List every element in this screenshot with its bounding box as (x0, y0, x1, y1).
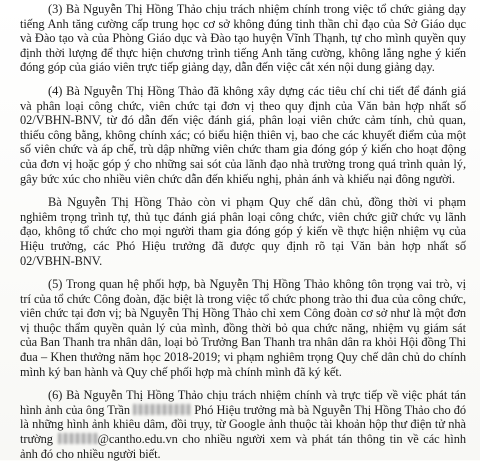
paragraph-4: (4) Bà Nguyễn Thị Hồng Thảo đã không xây dựng các tiêu chí chi tiết để đánh giá và phân loại công chức, viên chức tại đơn vị theo quy định của Văn bản hợp nhất số 02/VBHN-BNV, từ đó dẫn đến việc đánh giá, phân loại viên chức cảm tính, chủ quan, thiếu công bằng, không chính xác; có biểu hiện thiên vị, bao che các khuyết điểm của một số viên chức và áp chế, trù dập những viên chức tham gia đóng góp ý kiến cho hoạt động của đơn vị hoặc góp ý cho những sai sót của lãnh đạo nhà trường trong quá trình quản lý, gây bức xúc cho nhiều viên chức dẫn đến khiếu nghị, phản ánh và khiếu nại đông người. (20, 83, 466, 186)
paragraph-3: (3) Bà Nguyễn Thị Hồng Thảo chịu trách nhiệm chính trong việc tổ chức giảng dạy tiếng Anh tăng cường cấp trung học cơ sở không đúng tinh thần chỉ đạo của Sở Giáo dục và Đào tạo và của Phòng Giáo dục và Đào tạo huyện Vĩnh Thạnh, tự cho mình quyền quy định thời lượng để thực hiện chương trình tiếng Anh tăng cường, không lắng nghe ý kiến đóng góp của giáo viên trực tiếp giảng dạy, dẫn đến việc cắt xén nội dung giảng dạy. (20, 2, 466, 75)
paragraph-6-part-3: @cantho.edu.vn cho nhiều người xem và phát tán thông tin về các hình ảnh đó cho nhiều người biết. (20, 432, 466, 461)
paragraph-6-part-2: Phó Hiệu trưởng mà bà Nguyễn Thị Hồng Thảo cho đó là những hình ảnh khiêu dâm, đồi trụy, từ Google ảnh thuộc tài khoản hộp thư điện tử nhà trường (20, 402, 466, 447)
paragraph-5: (5) Trong quan hệ phối hợp, bà Nguyễn Thị Hồng Thảo không tôn trọng vai trò, vị trí của tổ chức Công đoàn, đặc biệt là trong việc tổ chức phong trào thi đua của công chức, viên chức tại đơn vị; bà Nguyễn Thị Hồng Thảo chỉ xem Công đoàn cơ sở như là một đơn vị thuộc thẩm quyền quản lý của mình, đồng thời bỏ qua chức năng, nhiệm vụ giám sát của Ban Thanh tra nhân dân, loại bỏ Trưởng Ban Thanh tra nhân dân ra khỏi Hội đồng Thi đua – Khen thưởng năm học 2018-2019; vi phạm nghiêm trọng Quy chế dân chủ do chính mình ký ban hành và Quy chế phối hợp mà chính mình đã ký kết. (20, 277, 466, 379)
paragraph-4-continued: Bà Nguyễn Thị Hồng Thảo còn vi phạm Quy chế dân chủ, đồng thời vi phạm nghiêm trọng trình tự, thủ tục đánh giá phân loại công chức, viên chức giữ chức vụ lãnh đạo, không tổ chức cho mọi người tham gia đóng góp ý kiến về thực hiện nhiệm vụ của Hiệu trưởng, các Phó Hiệu trưởng đã được quy định rõ tại Văn bản hợp nhất số 02/VBHN-BNV. (20, 195, 466, 268)
redacted-name (133, 404, 191, 415)
paragraph-6 (20, 388, 466, 461)
redacted-email-user (58, 433, 98, 444)
paragraph-6-part-1: (6) Bà Nguyễn Thị Hồng Thảo chịu trách nhiệm chính và trực tiếp về việc phát tán hình ảnh của ông Trần (20, 388, 466, 417)
